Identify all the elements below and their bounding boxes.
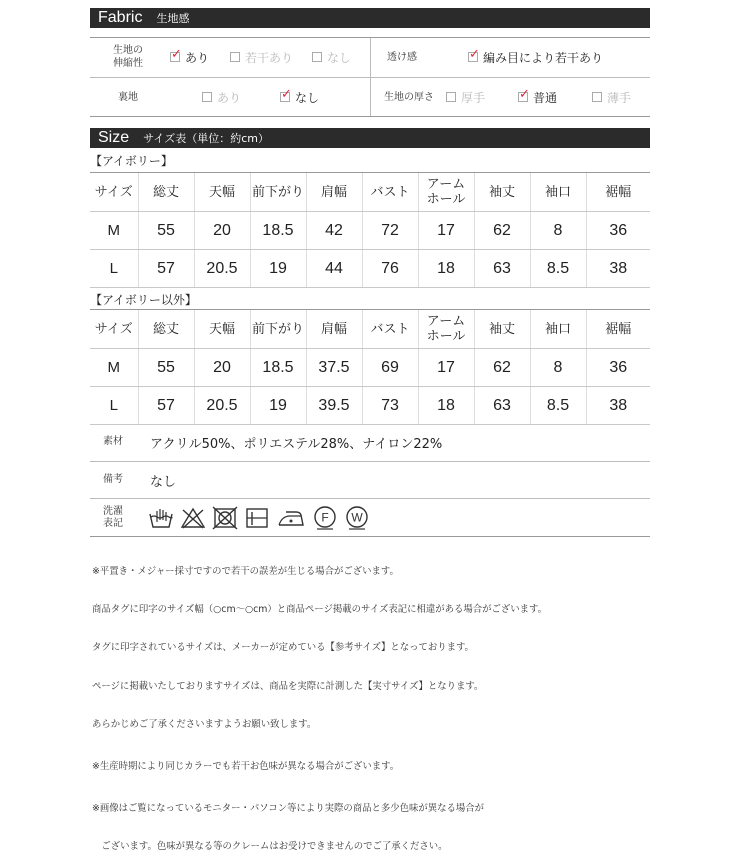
column-header: 袖丈	[474, 310, 530, 349]
lining-label: 裏地	[118, 91, 138, 103]
table-cell: 39.5	[306, 387, 362, 425]
wash-icons	[148, 505, 376, 531]
table-cell: 19	[250, 387, 306, 425]
column-header: 前下がり	[250, 310, 306, 349]
table-row	[90, 349, 650, 387]
table-cell: 8	[530, 349, 586, 387]
no-bleach-icon	[180, 506, 206, 530]
table-cell: 36	[586, 349, 650, 387]
table-cell: 62	[474, 212, 530, 250]
table-cell: 8.5	[530, 387, 586, 425]
size-subtitle: サイズ表（単位：約cm）	[143, 132, 270, 145]
column-header: 総丈	[138, 173, 194, 212]
checked-checkbox-icon: ✓	[171, 47, 182, 62]
product-info	[90, 424, 650, 537]
material-label: 素材	[103, 436, 123, 447]
column-header: バスト	[362, 310, 418, 349]
dry-clean-f-icon	[312, 505, 338, 531]
wet-clean-letter: W	[351, 510, 363, 525]
size-header-cell: サイズ	[90, 173, 138, 212]
table-cell: 38	[586, 387, 650, 425]
column-header: 天幅	[194, 173, 250, 212]
table-title-ivory: 【アイボリー】	[90, 154, 173, 168]
thickness-label: 生地の厚さ	[384, 91, 434, 103]
table-cell: 55	[138, 349, 194, 387]
remarks-row	[90, 461, 650, 498]
size-name-cell: M	[90, 349, 138, 387]
dry-clean-letter: F	[321, 510, 329, 525]
column-header: アーム ホール	[418, 310, 474, 349]
column-header: 裾幅	[586, 310, 650, 349]
stretch-option-slight: 若干あり	[230, 38, 293, 76]
empty-checkbox-icon	[312, 52, 322, 62]
size-name-cell: L	[90, 387, 138, 425]
table-cell: 20.5	[194, 387, 250, 425]
thickness-option-thin: 薄手	[592, 78, 631, 116]
column-header: 裾幅	[586, 173, 650, 212]
fabric-row-2	[90, 77, 650, 116]
column-header: バスト	[362, 173, 418, 212]
table-title-other: 【アイボリー以外】	[90, 293, 197, 307]
table-cell: 18.5	[250, 212, 306, 250]
table-row	[90, 387, 650, 425]
fabric-title: Fabric	[98, 9, 143, 26]
checked-checkbox-icon: ✓	[519, 87, 530, 102]
sheer-label: 透け感	[387, 51, 417, 63]
table-cell: 17	[418, 212, 474, 250]
size-header-bar	[90, 128, 650, 148]
table-cell: 57	[138, 387, 194, 425]
note-line: タグに印字されているサイズは、メーカーが定めている【参考サイズ】となっております。	[92, 642, 474, 654]
note-line: あらかじめご了承くださいますようお願い致します。	[92, 719, 317, 731]
table-cell: 62	[474, 349, 530, 387]
notes	[92, 540, 547, 867]
column-header: 袖口	[530, 173, 586, 212]
column-header: 袖丈	[474, 173, 530, 212]
thickness-option-normal: ✓ 普通	[519, 87, 558, 105]
remarks-label: 備考	[103, 474, 123, 485]
fabric-attributes	[90, 37, 650, 117]
table-cell: 42	[306, 212, 362, 250]
note-line: ※生産時期により同じカラーでも若干お色味が異なる場合がございます。	[92, 760, 400, 772]
note-line: ※画像はご覧になっているモニター・パソコン等により実際の商品と多少色味が異なる場合が	[92, 802, 485, 814]
table-cell: 8	[530, 212, 586, 250]
fabric-row-1	[90, 38, 650, 76]
table-cell: 57	[138, 250, 194, 288]
table-cell: 18	[418, 250, 474, 288]
table-row	[90, 250, 650, 288]
table-cell: 20	[194, 212, 250, 250]
column-header: 肩幅	[306, 173, 362, 212]
lining-option-yes: あり	[202, 78, 241, 116]
column-header: アーム ホール	[418, 173, 474, 212]
table-cell: 8.5	[530, 250, 586, 288]
size-title: Size	[98, 129, 130, 146]
stretch-label: 生地の 伸縮性	[113, 45, 143, 69]
column-header: 天幅	[194, 310, 250, 349]
note-line: 商品タグに印字のサイズ幅（○cm〜○cm）と商品ページ掲載のサイズ表記に相違がある場合がございます。	[92, 603, 547, 615]
table-cell: 73	[362, 387, 418, 425]
size-name-cell: L	[90, 250, 138, 288]
column-header: 総丈	[138, 310, 194, 349]
note-line: ※平置き・メジャー採寸ですので若干の誤差が生じる場合がございます。	[92, 565, 399, 577]
size-name-cell: M	[90, 212, 138, 250]
table-cell: 69	[362, 349, 418, 387]
table-cell: 36	[586, 212, 650, 250]
fabric-subtitle: 生地感	[156, 12, 190, 25]
table-cell: 20	[194, 349, 250, 387]
size-table-other	[90, 309, 650, 425]
table-cell: 44	[306, 250, 362, 288]
material-row	[90, 424, 650, 460]
hand-wash-icon	[148, 506, 174, 530]
table-cell: 38	[586, 250, 650, 288]
iron-icon	[276, 506, 306, 530]
lining-option-no: ✓ なし	[281, 87, 320, 105]
size-table-ivory	[90, 172, 650, 288]
table-cell: 17	[418, 349, 474, 387]
table-row	[90, 212, 650, 250]
empty-checkbox-icon	[202, 92, 212, 102]
column-header: 肩幅	[306, 310, 362, 349]
table-cell: 18.5	[250, 349, 306, 387]
material-value: アクリル50%、ポリエステル28%、ナイロン22%	[150, 436, 443, 452]
column-header: 前下がり	[250, 173, 306, 212]
wash-row	[90, 498, 650, 537]
wash-label: 洗濯 表記	[103, 506, 123, 529]
table-cell: 55	[138, 212, 194, 250]
table-cell: 19	[250, 250, 306, 288]
table-cell: 37.5	[306, 349, 362, 387]
checked-checkbox-icon: ✓	[469, 47, 480, 62]
table-cell: 63	[474, 250, 530, 288]
table-cell: 76	[362, 250, 418, 288]
fabric-header-bar	[90, 8, 650, 28]
sheer-option: ✓ 編み目により若干あり	[469, 47, 604, 65]
remarks-value: なし	[150, 474, 177, 490]
stretch-option-yes: ✓ あり	[171, 47, 210, 65]
note-line: ページに掲載いたしておりますサイズは、商品を実際に計測した【実寸サイズ】となります。	[92, 680, 484, 692]
no-tumble-dry-icon	[212, 506, 238, 530]
stretch-option-no: なし	[312, 38, 351, 76]
table-cell: 20.5	[194, 250, 250, 288]
table-cell: 63	[474, 387, 530, 425]
checked-checkbox-icon: ✓	[281, 87, 292, 102]
size-header-cell: サイズ	[90, 310, 138, 349]
empty-checkbox-icon	[592, 92, 602, 102]
table-cell: 72	[362, 212, 418, 250]
table-cell: 18	[418, 387, 474, 425]
empty-checkbox-icon	[230, 52, 240, 62]
column-header: 袖口	[530, 310, 586, 349]
thickness-option-thick: 厚手	[446, 78, 485, 116]
wet-clean-w-icon	[344, 505, 370, 531]
note-line: ございます。色味が異なる等のクレームはお受けできませんのでご了承ください。	[92, 841, 448, 853]
line-dry-icon	[244, 506, 270, 530]
empty-checkbox-icon	[446, 92, 456, 102]
